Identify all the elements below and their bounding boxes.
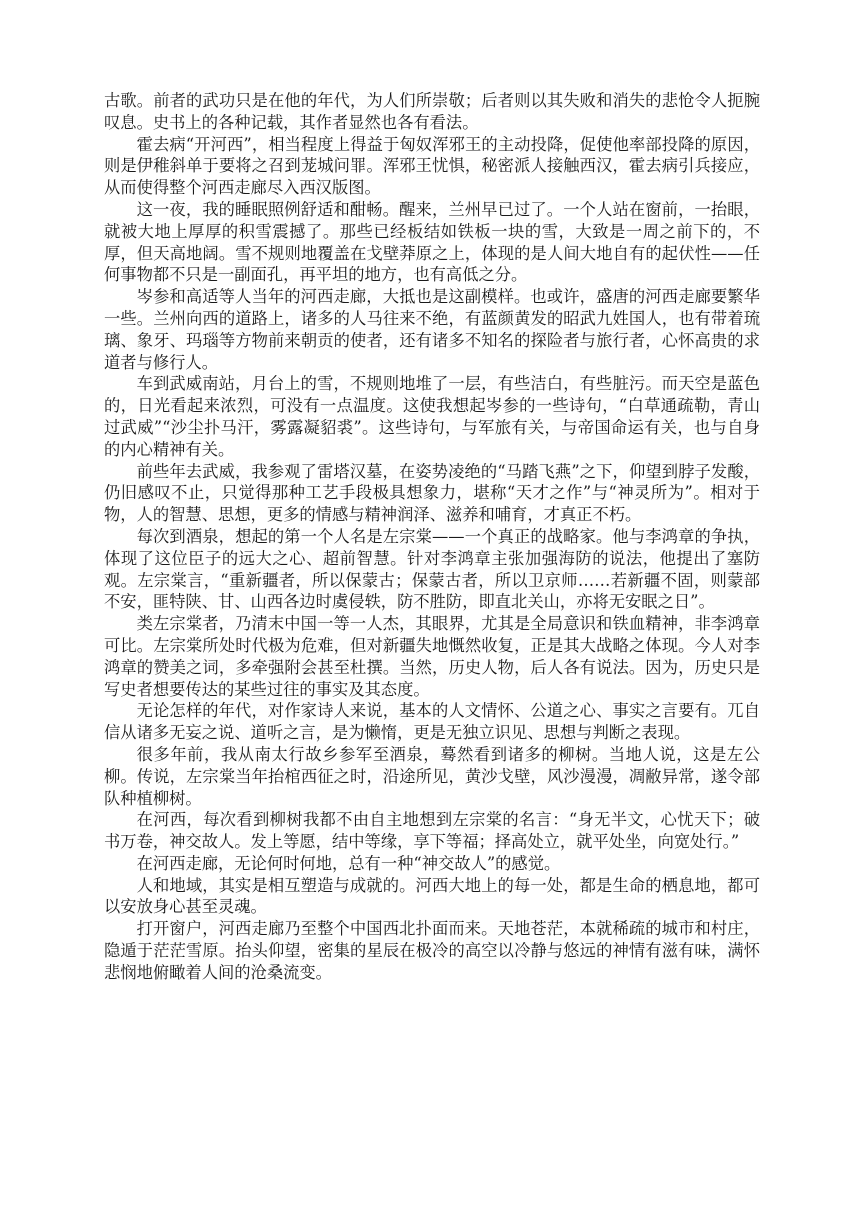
paragraph-1: 古歌。前者的武功只是在他的年代，为人们所崇敬；后者则以其失败和消失的悲怆令人扼腕叹息。史书上的各种记载，其作者显然也各有看法。 — [104, 91, 760, 132]
paragraph-13: 人和地域，其实是相互塑造与成就的。河西大地上的每一处，都是生命的栖息地，都可以安放身心甚至灵魂。 — [104, 875, 760, 917]
paragraph-3: 这一夜，我的睡眠照例舒适和酣畅。醒来，兰州早已过了。一个人站在窗前，一抬眼，就被大地上厚厚的积雪震撼了。那些已经板结如铁板一块的雪，大致是一周之前下的，不厚，但天高地阔。雪不规则地覆盖在戈壁莽原之上，体现的是人间大地自有的起伏性——任何事物都不只是一副面孔，再平坦的地方，也有高低之分。 — [104, 199, 760, 285]
paragraph-11: 在河西，每次看到柳树我都不由自主地想到左宗棠的名言：“身无半文，心忧天下；破书万卷，神交故人。发上等愿，结中等缘，享下等福；择高处立，就平处坐，向宽处行。” — [104, 810, 760, 852]
paragraph-2: 霍去病“开河西”，相当程度上得益于匈奴浑邪王的主动投降，促使他率部投降的原因，则是伊稚斜单于要将之召到茏城问罪。浑邪王忧惧，秘密派人接触西汉，霍去病引兵接应，从而使得整个河西走廊尽入西汉版图。 — [104, 134, 760, 198]
paragraph-4: 岑参和高适等人当年的河西走廊，大抵也是这副模样。也或许，盛唐的河西走廊要繁华一些。兰州向西的道路上，诸多的人马往来不绝，有蓝颜黄发的昭武九姓国人，也有带着琉璃、象牙、玛瑙等方物前来朝贡的使者，还有诸多不知名的探险者与旅行者，心怀高贵的求道者与修行人。 — [104, 287, 760, 372]
paragraph-7: 每次到酒泉，想起的第一个人名是左宗棠——一个真正的战略家。他与李鸿章的争执，体现了这位臣子的远大之心、超前智慧。针对李鸿章主张加强海防的说法，他提出了塞防观。左宗棠言，“重新疆者，所以保蒙古；保蒙古者，所以卫京师……若新疆不固，则蒙部不安，匪特陕、甘、山西各边时虞侵轶，防不胜防，即直北关山，亦将无安眠之日”。 — [104, 526, 760, 612]
paragraph-5: 车到武威南站，月台上的雪，不规则地堆了一层，有些洁白，有些脏污。而天空是蓝色的，日光看起来浓烈，可没有一点温度。这使我想起岑参的一些诗句，“白草通疏勒，青山过武威”“沙尘扑马汗，雾露凝貂裘”。这些诗句，与军旅有关，与帝国命运有关，也与自身的内心精神有关。 — [104, 374, 760, 459]
paragraph-8: 类左宗棠者，乃清末中国一等一人杰，其眼界，尤其是全局意识和铁血精神，非李鸿章可比。左宗棠所处时代极为危难，但对新疆失地慨然收复，正是其大战略之体现。今人对李鸿章的赞美之词，多牵强附会甚至杜撰。当然，历史人物，后人各有说法。因为，历史只是写史者想要传达的某些过往的事实及其态度。 — [104, 614, 760, 699]
paragraph-12: 在河西走廊，无论何时何地，总有一种“神交故人”的感觉。 — [136, 853, 561, 873]
paragraph-10: 很多年前，我从南太行故乡参军至酒泉，蓦然看到诸多的柳树。当地人说，这是左公柳。传说，左宗棠当年抬棺西征之时，沿途所见，黄沙戈壁，风沙漫漫，凋敝异常，遂令部队种植柳树。 — [104, 744, 760, 808]
document-body — [104, 90, 760, 984]
paragraph-9: 无论怎样的年代，对作家诗人来说，基本的人文情怀、公道之心、事实之言要有。兀自信从诸多无妄之说、道听之言，是为懒惰，更是无独立识见、思想与判断之表现。 — [104, 701, 760, 743]
paragraph-6: 前些年去武威，我参观了雷塔汉墓，在姿势凌绝的“马踏飞燕”之下，仰望到脖子发酸，仍旧感叹不止，只觉得那种工艺手段极具想象力，堪称“天才之作”与“神灵所为”。相对于物，人的智慧、思想，更多的情感与精神润泽、滋养和哺育，才真正不朽。 — [104, 461, 760, 525]
paragraph-14: 打开窗户，河西走廊乃至整个中国西北扑面而来。天地苍茫，本就稀疏的城市和村庄，隐遁于茫茫雪原。抬头仰望，密集的星辰在极冷的高空以冷静与悠远的神情有滋有味，满怀悲悯地俯瞰着人间的沧桑流变。 — [104, 919, 760, 982]
